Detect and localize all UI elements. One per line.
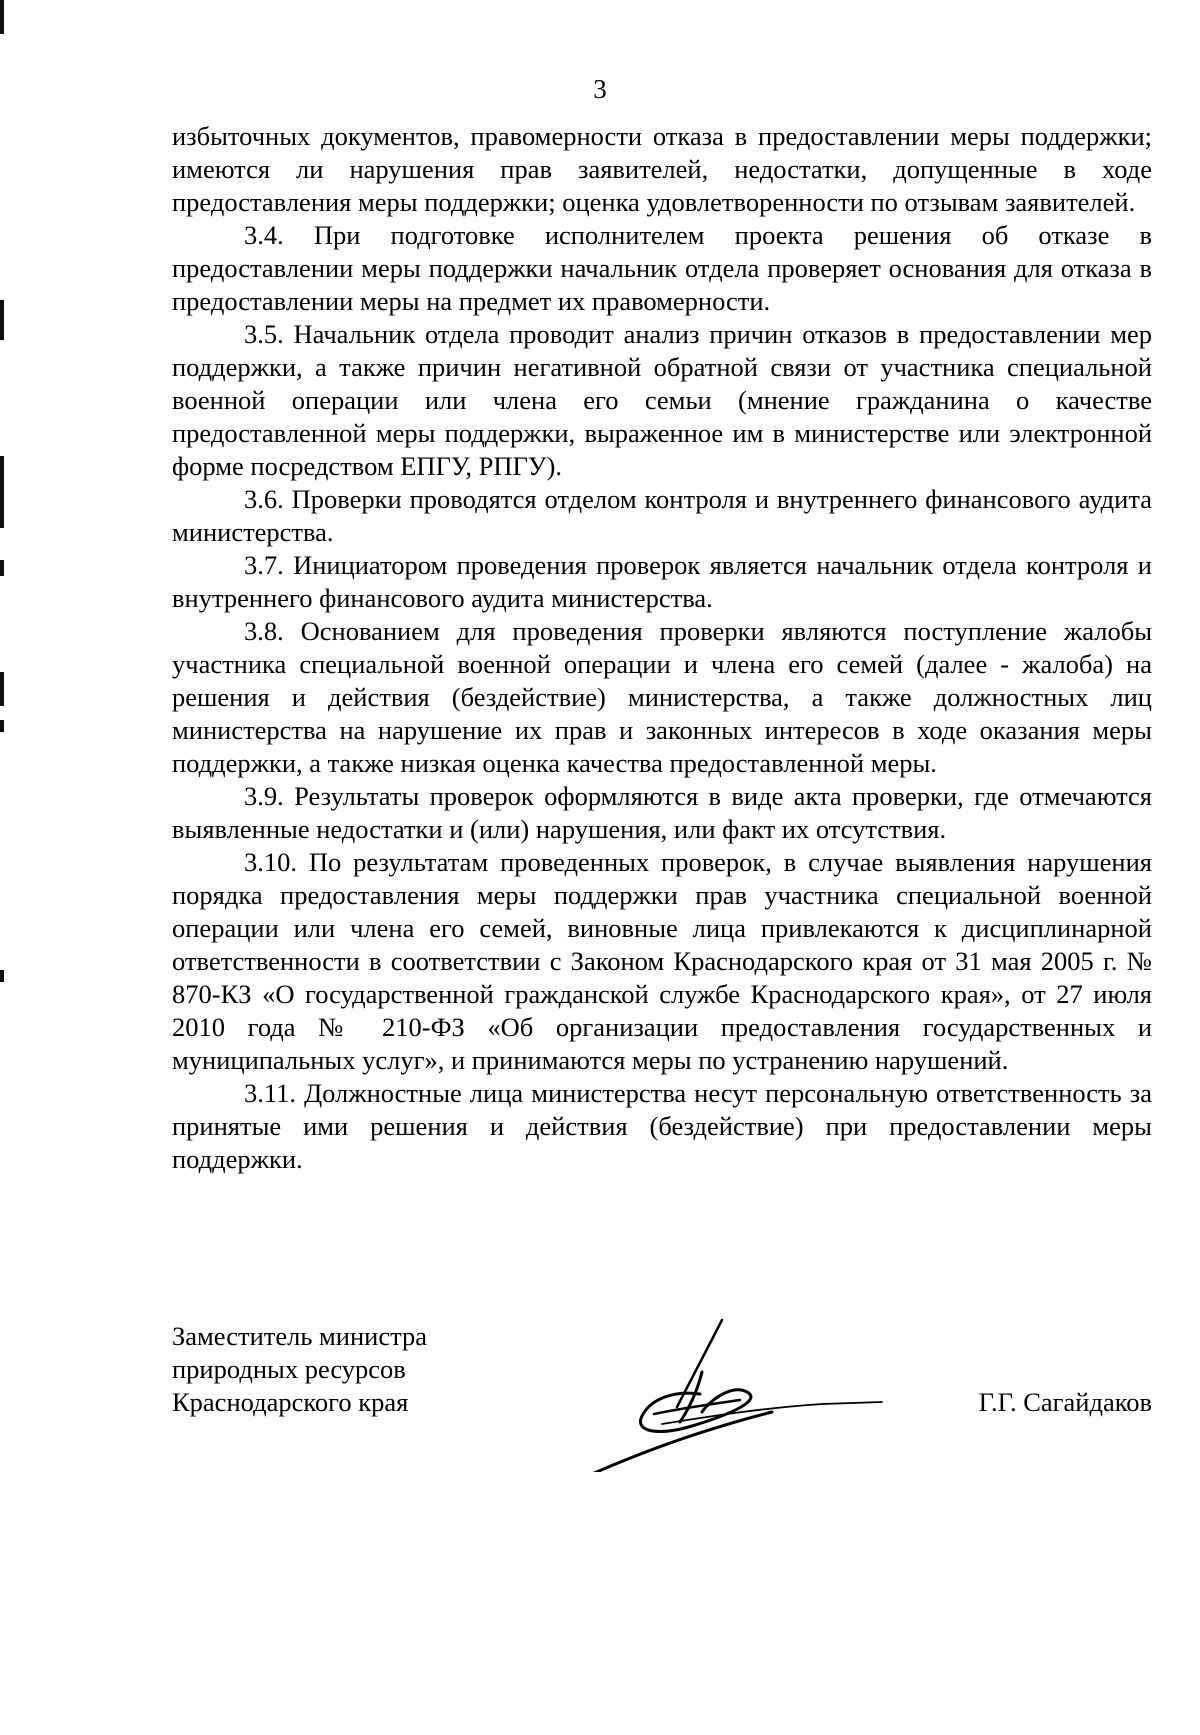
paragraph: 3.9. Результаты проверок оформляются в виде акта проверки, где отмечаются выявленные недостатки и (или) нарушения, или факт их отсутствия. [172, 781, 1152, 844]
page-number: 3 [593, 74, 607, 104]
paragraph: 3.6. Проверки проводятся отделом контроля и внутреннего финансового аудита министерства. [172, 484, 1152, 547]
scan-edge-mark [0, 672, 4, 706]
signer-title-line: Краснодарского края [172, 1387, 409, 1417]
signer-title [172, 1320, 427, 1419]
paragraph: 3.5. Начальник отдела проводит анализ причин отказов в предоставлении мер поддержки, а также причин негативной обратной связи от участника специальной военной операции или члена его семьи (мнение гражданина о качестве предоставленной меры поддержки, выраженное им в министерстве или электронной форме посредством ЕПГУ, РПГУ). [172, 319, 1152, 481]
scan-edge-mark [0, 720, 4, 732]
signer-title-line: природных ресурсов [172, 1354, 406, 1384]
paragraph: 3.7. Инициатором проведения проверок является начальник отдела контроля и внутреннего финансового аудита министерства. [172, 550, 1152, 613]
signer-title-line: Заместитель министра [172, 1321, 428, 1351]
signer-name: Г.Г. Сагайдаков [978, 1387, 1152, 1417]
paragraph: 3.10. По результатам проведенных проверок, в случае выявления нарушения порядка предоставления меры поддержки прав участника специальной военной операции или члена его семей, виновные лица привлекаются к дисциплинарной ответственности в соответствии с Законом Краснодарского края от 31 мая 2005 г. № 870-КЗ «О государственной гражданской службе Краснодарского края», от 27 июля 2010 года № 210-ФЗ «Об организации предоставления государственных и муниципальных услуг», и принимаются меры по устранению нарушений. [172, 847, 1152, 1075]
paragraph: 3.11. Должностные лица министерства несут персональную ответственность за принятые ими решения и действия (бездействие) при предоставлении меры поддержки. [172, 1078, 1152, 1174]
scan-edge-mark [0, 560, 4, 576]
signature-block [172, 1320, 1152, 1480]
scan-edge-mark [0, 970, 4, 982]
paragraph: 3.8. Основанием для проведения проверки являются поступление жалобы участника специальной военной операции и члена его семей (далее - жалоба) на решения и действия (бездействие) министерства, а также должностных лиц министерства на нарушение их прав и законных интересов в ходе оказания меры поддержки, а также низкая оценка качества предоставленной меры. [172, 616, 1152, 778]
scan-edge-mark [0, 300, 4, 340]
scan-edge-mark [0, 456, 4, 528]
document-body [172, 120, 1152, 1176]
paragraph: 3.4. При подготовке исполнителем проекта решения об отказе в предоставлении меры поддержки начальник отдела проверяет основания для отказа в предоставлении меры на предмет их правомерности. [172, 220, 1152, 316]
paragraph: избыточных документов, правомерности отказа в предоставлении меры поддержки; имеются ли нарушения прав заявителей, недостатки, допущенные в ходе предоставления меры поддержки; оценка удовлетворенности по отзывам заявителей. [172, 121, 1152, 217]
scan-edge-mark [0, 0, 4, 34]
